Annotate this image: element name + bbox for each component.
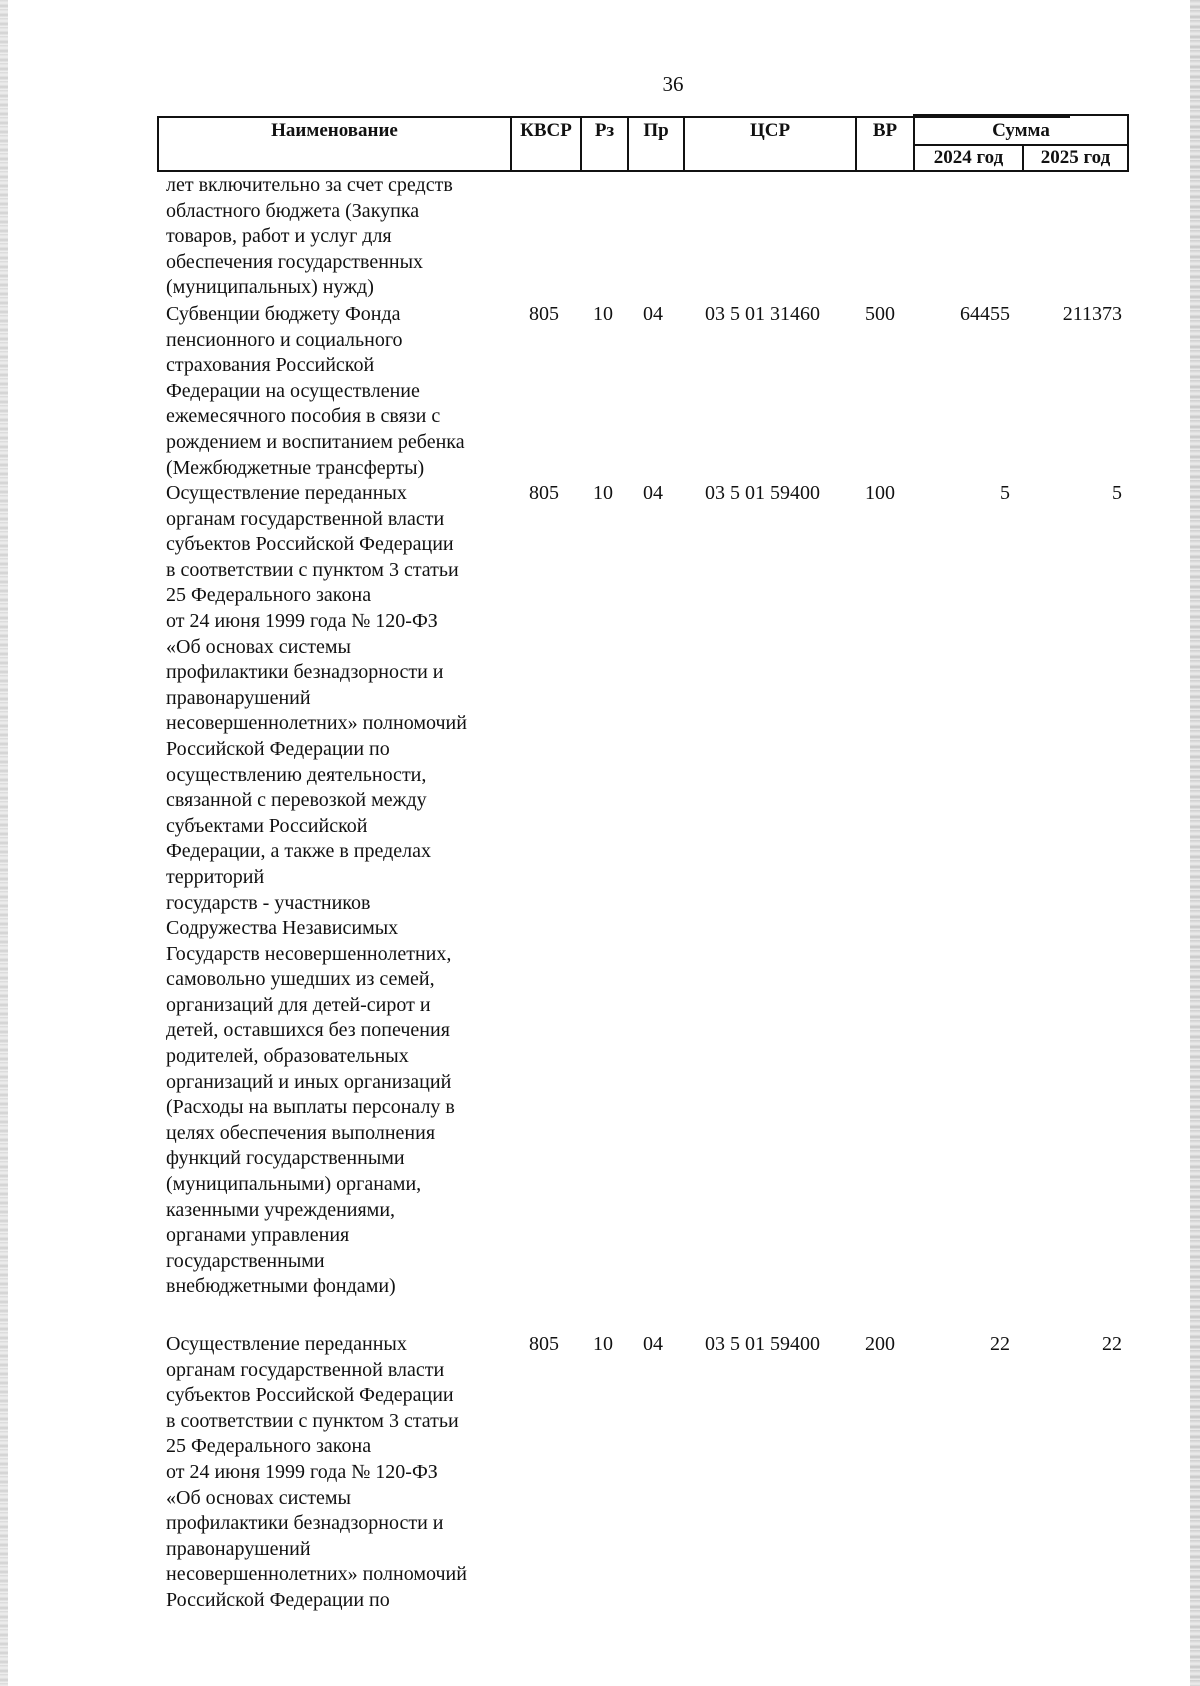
row-vr: 100: [865, 482, 895, 504]
row-name: Осуществление переданных органам государственной власти субъектов Российской Федерации в соответствии с пунктом 3 статьи 25 Федерального закона от 24 июня 1999 года № 120-ФЗ «Об основах системы профилактики безнадзорности и правонарушений несовершеннолетних» полномочий Российской Федерации по: [166, 1333, 467, 1611]
header-sum: Сумма: [992, 120, 1050, 141]
row-kvsr: 805: [529, 482, 559, 504]
row-vr: 200: [865, 1333, 895, 1355]
header-rz: Рз: [594, 120, 615, 141]
row-rz: 10: [593, 1333, 613, 1355]
row-name: Осуществление переданных органам государственной власти субъектов Российской Федерации в соответствии с пунктом 3 статьи 25 Федерального закона от 24 июня 1999 года № 120-ФЗ «Об основах системы профилактики безнадзорности и правонарушений несовершеннолетних» полномочий Российской Федерации по осуществлению деятельности, связанной с перевозкой между субъектами Российской Федерации, а также в пределах территорий государств - участников Содружества Независимых Государств несовершеннолетних, самовольно ушедших из семей, организаций для детей-сирот и детей, оставшихся без попечения родителей, образовательных организаций и иных организаций (Расходы на выплаты персоналу в целях обеспечения выполнения функций государственными (муниципальными) органами, казенными учреждениями, органами управления государственными внебюджетными фондами): [166, 482, 467, 1298]
row-vr: 500: [865, 303, 895, 325]
row-pr: 04: [643, 1333, 663, 1355]
row-csr: 03 5 01 59400: [705, 1333, 820, 1355]
row-rz: 10: [593, 303, 613, 325]
row-kvsr: 805: [529, 1333, 559, 1355]
scan-edge-left: [0, 0, 8, 1686]
header-pr: Пр: [643, 120, 669, 141]
header-2024: 2024 год: [933, 147, 1004, 168]
header-vr: ВР: [872, 120, 898, 141]
row-2025: 211373: [1062, 303, 1122, 325]
row-csr: 03 5 01 59400: [705, 482, 820, 504]
header-kvsr: КВСР: [520, 120, 572, 141]
header-2025: 2025 год: [1040, 147, 1111, 168]
page-number: 36: [662, 72, 684, 96]
header-name: Наименование: [271, 120, 398, 141]
row-name: лет включительно за счет средств областного бюджета (Закупка товаров, работ и услуг для обеспечения государственных (муниципальных) нужд): [166, 174, 453, 299]
row-csr: 03 5 01 31460: [705, 303, 820, 325]
row-pr: 04: [643, 482, 663, 504]
row-2024: 22: [990, 1333, 1010, 1355]
row-name: Субвенции бюджету Фонда пенсионного и социального страхования Российской Федерации на осуществление ежемесячного пособия в связи с рождением и воспитанием ребенка (Межбюджетные трансферты): [166, 303, 465, 479]
row-2025: 22: [1102, 1333, 1122, 1355]
row-2024: 5: [1000, 482, 1010, 504]
table-header: [157, 116, 1132, 172]
header-csr: ЦСР: [749, 120, 791, 141]
row-rz: 10: [593, 482, 613, 504]
row-2024: 64455: [960, 303, 1010, 325]
row-kvsr: 805: [529, 303, 559, 325]
row-pr: 04: [643, 303, 663, 325]
row-2025: 5: [1112, 482, 1122, 504]
scan-edge-right: [1190, 0, 1200, 1686]
